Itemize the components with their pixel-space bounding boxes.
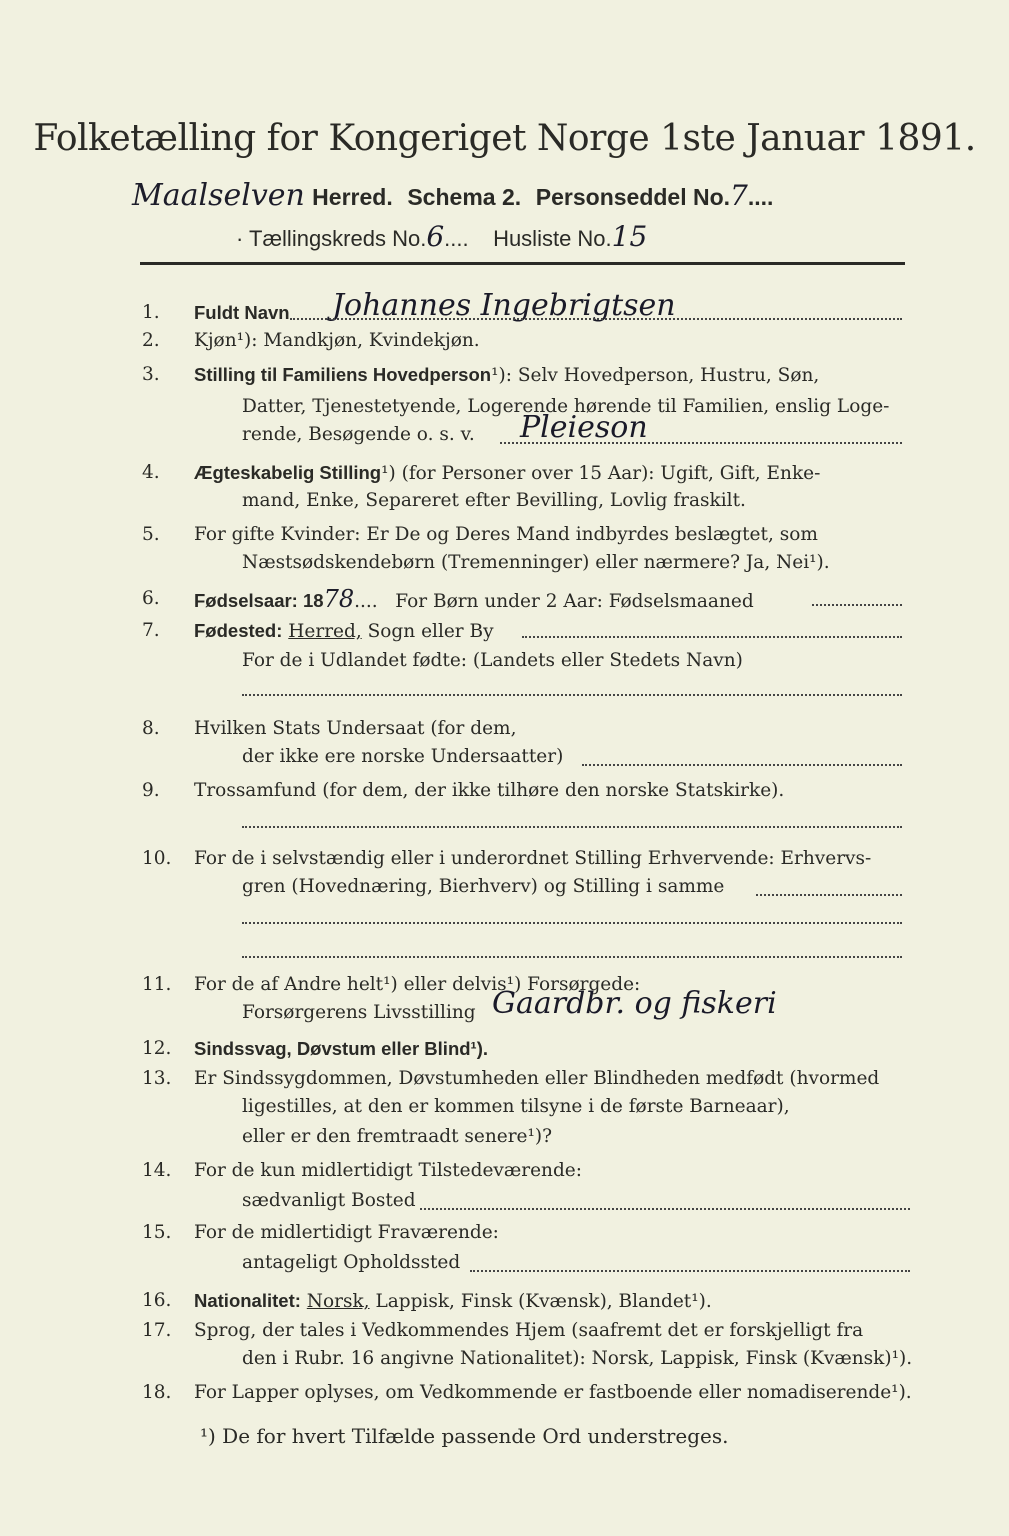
field-1-dots [290, 318, 902, 320]
personseddel-label: Personseddel No. [535, 184, 731, 210]
field-3-handwritten: Pleieson [520, 410, 648, 445]
field-1-label: Fuldt Navn [194, 302, 290, 323]
field-11-handwritten: Gaardbr. og fiskeri [492, 986, 777, 1021]
schema-label: Schema 2. [407, 184, 522, 210]
field-1-handwritten: Johannes Ingebrigtsen [332, 288, 676, 323]
kreds-line: · Tællingskreds No.6.... Husliste No.15 [236, 220, 648, 253]
field-6-handwritten: 78 [323, 585, 355, 613]
husliste-label: Husliste No. [493, 226, 612, 251]
form-title: Folketælling for Kongeriget Norge 1ste Januar 1891. [33, 118, 976, 159]
field-2-text: Kjøn¹): Mandkjøn, Kvindekjøn. [194, 330, 480, 351]
header-rule [140, 262, 905, 265]
census-form-page: Folketælling for Kongeriget Norge 1ste Januar 1891. Maalselven Herred. Schema 2. Personseddel No.7.... · Tællingskreds No.6.... Husliste No.15 1. Fuldt Navn Johannes Ingebrigtsen 2. Kjøn¹): Mandkjøn, Kvindekjøn. 3. Stilling til Familiens Hovedperson¹): Selv Hovedperson, Hustru, Søn, Datter, Tjenestetyende, Logerende hørende til Familien, enslig Loge- rende, Besøgende o. s. v. Pleieson 4. Ægteskabelig Stilling¹) (for Personer over 15 Aar): Ugift, Gift, Enke- mand, Enke, Separeret efter Bevilling, Lovlig fraskilt. 5. For gifte Kvinder: Er De og Deres Mand indbyrdes beslægtet, som Næstsødskendebørn (Tremenninger) eller nærmere? Ja, Nei¹). 6. Fødselsaar: 1878.... For Børn under 2 Aar: Fødselsmaaned 7. Fødested: Herred, Sogn eller By For de i Udlandet fødte: (Landets eller Stedets Navn) 8. Hvilken Stats Undersaat (for dem, der ikke ere norske Undersaatter) 9. Trossamfund (for dem, der ikke tilhøre den norske Statskirke). 10. For de i selvstændig eller i underordnet Stilling Erhvervende: Erhvervs- gren (Hovednæring, Bierhverv) og Stilling i samme 11. For de af Andre helt¹) eller delvis¹) Forsørgede: Forsørgerens Livsstilling Gaardbr. og fiskeri 12. Sindssvag, Døvstum eller Blind¹). 13. Er Sindssygdommen, Døvstumheden eller Blindheden medfødt (hvormed ligestilles, at den er kommen tilsyne i de første Barneaar), eller er den fremtraadt senere¹)? 14. For de kun midlertidigt Tilstedeværende: sædvanligt Bosted 15. For de midlertidigt Fraværende: antageligt Opholdssted 16. Nationalitet: Norsk, Lappisk, Finsk (Kvænsk), Blandet¹). 17. Sprog, der tales i Vedkommendes Hjem (saafremt det er forskjelligt fra den i Rubr. 16 angivne Nationalitet): Norsk, Lappisk, Finsk (Kvænsk)¹). 18. For Lapper oplyses, om Vedkommende er fastboende eller nomadiserende¹). ¹) De for hvert Tilfælde passende Ord understreges. [0, 0, 1009, 1536]
husliste-handwritten: 15 [611, 220, 648, 253]
herred-handwritten: Maalselven [132, 178, 305, 213]
herred-line: Maalselven Herred. Schema 2. Personseddel No.7.... [132, 178, 774, 213]
personseddel-handwritten: 7 [730, 179, 748, 212]
footnote: ¹) De for hvert Tilfælde passende Ord understreges. [200, 1424, 729, 1448]
herred-label: Herred. [312, 184, 393, 210]
kreds-label: Tællingskreds No. [249, 226, 427, 251]
kreds-handwritten: 6 [426, 220, 445, 253]
